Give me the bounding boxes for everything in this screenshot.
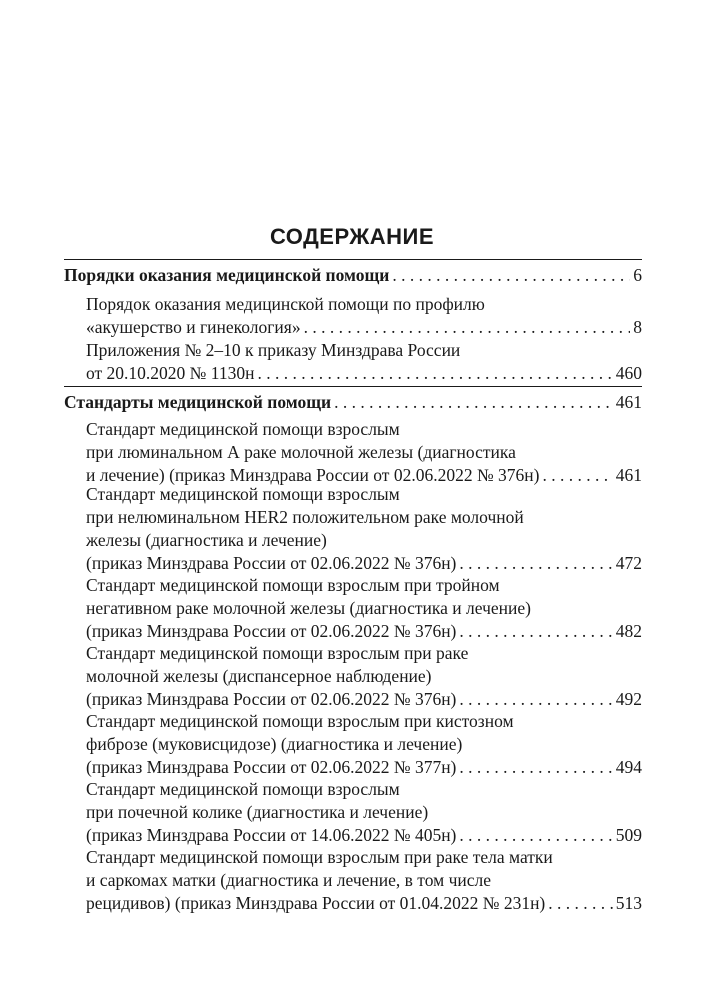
toc-entry-line: Стандарт медицинской помощи взрослым xyxy=(86,419,400,439)
toc-entry-line: при почечной колике (диагностика и лечение) xyxy=(86,802,429,822)
toc-page-number: 6 xyxy=(633,265,642,285)
toc-entry-line: фиброзе (муковисцидозе) (диагностика и лечение) xyxy=(86,734,463,754)
page-title: СОДЕРЖАНИЕ xyxy=(269,224,435,249)
toc-entry-line: (приказ Минздрава России от 14.06.2022 № 405н) xyxy=(86,825,457,845)
toc-entry-line: от 20.10.2020 № 1130н xyxy=(86,363,255,383)
toc-entry[interactable] xyxy=(86,756,642,779)
toc-page-number: 482 xyxy=(615,621,642,641)
toc-entry-line: Стандарт медицинской помощи взрослым при тройном xyxy=(86,575,500,595)
toc-entry[interactable] xyxy=(86,620,642,643)
toc-entry-line: рецидивов) (приказ Минздрава России от 01.04.2022 № 231н) xyxy=(86,893,546,913)
toc-page-number: 492 xyxy=(615,689,642,709)
toc-page-number: 509 xyxy=(615,825,642,845)
toc-page-number: 513 xyxy=(615,893,642,913)
toc-page-number: 461 xyxy=(615,392,642,412)
toc-page-number: 472 xyxy=(615,553,642,573)
dot-leader xyxy=(548,892,612,915)
toc-entry-line: Стандарт медицинской помощи взрослым при раке xyxy=(86,643,469,663)
dot-leader xyxy=(459,688,612,711)
toc-entry-line: и саркомах матки (диагностика и лечение, в том числе xyxy=(86,870,492,890)
toc-entry[interactable] xyxy=(86,316,642,339)
toc-entry-line: (приказ Минздрава России от 02.06.2022 № 377н) xyxy=(86,757,457,777)
toc-entry-line: Стандарт медицинской помощи взрослым xyxy=(86,484,400,504)
toc-entry-line: (приказ Минздрава России от 02.06.2022 № 376н) xyxy=(86,689,457,709)
toc-entry-line: Порядок оказания медицинской помощи по профилю xyxy=(86,294,485,314)
toc-entry[interactable] xyxy=(86,552,642,575)
dot-leader xyxy=(257,362,612,385)
toc-page-number: 460 xyxy=(615,363,642,383)
dot-leader xyxy=(459,824,612,847)
toc-entry-line: и лечение) (приказ Минздрава России от 02.06.2022 № 376н) xyxy=(86,465,540,485)
toc-entry-line: при нелюминальном HER2 положительном раке молочной xyxy=(86,507,524,527)
toc-entry-line: железы (диагностика и лечение) xyxy=(86,530,327,550)
dot-leader xyxy=(334,391,613,414)
toc-entry-line: Приложения № 2–10 к приказу Минздрава России xyxy=(86,340,461,360)
toc-section-heading[interactable] xyxy=(64,264,642,287)
toc-page-number: 494 xyxy=(615,757,642,777)
dot-leader xyxy=(392,264,630,287)
toc-entry[interactable] xyxy=(86,688,642,711)
toc-page-number: 8 xyxy=(633,317,642,337)
toc-entry-line: Стандарт медицинской помощи взрослым при раке тела матки xyxy=(86,847,553,867)
section-divider xyxy=(64,386,642,387)
dot-leader xyxy=(304,316,631,339)
dot-leader xyxy=(459,620,612,643)
toc-section-heading[interactable] xyxy=(64,391,642,414)
toc-entry-line: молочной железы (диспансерное наблюдение) xyxy=(86,666,432,686)
section-divider xyxy=(64,259,642,260)
toc-entry-line: «акушерство и гинекология» xyxy=(86,317,301,337)
toc-section-title: Порядки оказания медицинской помощи xyxy=(64,265,390,285)
toc-entry-line: (приказ Минздрава России от 02.06.2022 № 376н) xyxy=(86,553,457,573)
toc-entry-line: (приказ Минздрава России от 02.06.2022 № 376н) xyxy=(86,621,457,641)
toc-page-number: 461 xyxy=(615,465,642,485)
toc-entry[interactable] xyxy=(86,362,642,385)
toc-entry-line: негативном раке молочной железы (диагностика и лечение) xyxy=(86,598,531,618)
toc-entry-line: Стандарт медицинской помощи взрослым xyxy=(86,779,400,799)
dot-leader xyxy=(542,464,612,487)
toc-entry[interactable] xyxy=(86,824,642,847)
dot-leader xyxy=(459,552,612,575)
dot-leader xyxy=(459,756,612,779)
toc-entry-line: Стандарт медицинской помощи взрослым при кистозном xyxy=(86,711,514,731)
toc-section-title: Стандарты медицинской помощи xyxy=(64,392,332,412)
toc-entry-line: при люминальном А раке молочной железы (диагностика xyxy=(86,442,516,462)
toc-entry[interactable] xyxy=(86,892,642,915)
